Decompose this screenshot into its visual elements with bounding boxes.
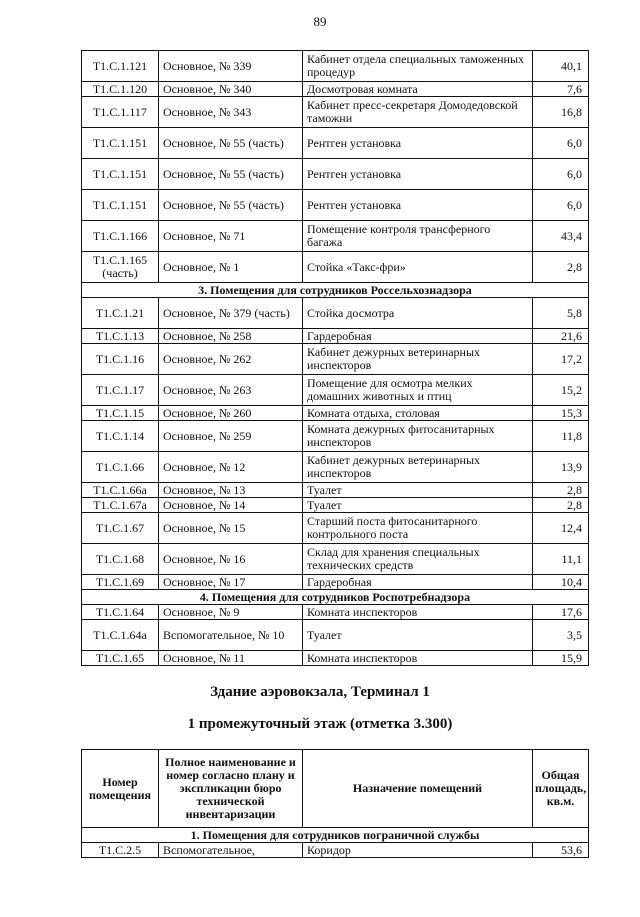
table-row bbox=[82, 344, 589, 375]
table-row bbox=[82, 843, 589, 858]
room-purpose-cell: Коридор bbox=[303, 843, 533, 858]
room-purpose-cell: Туалет bbox=[303, 483, 533, 498]
room-number-cell: Т1.С.1.67а bbox=[82, 498, 159, 513]
room-name-cell: Основное, № 263 bbox=[159, 375, 303, 406]
room-name-cell: Основное, № 339 bbox=[159, 51, 303, 82]
room-purpose-cell: Гардеробная bbox=[303, 575, 533, 590]
room-number-cell: Т1.С.1.117 bbox=[82, 97, 159, 128]
table-row bbox=[82, 97, 589, 128]
room-name-cell: Основное, № 258 bbox=[159, 329, 303, 344]
room-name-cell: Основное, № 1 bbox=[159, 252, 303, 283]
room-name-cell: Основное, № 17 bbox=[159, 575, 303, 590]
table-row bbox=[82, 452, 589, 483]
room-area-cell: 11,1 bbox=[533, 544, 589, 575]
room-number-cell: Т1.С.1.16 bbox=[82, 344, 159, 375]
premises-table-continued bbox=[81, 50, 589, 666]
room-area-cell: 17,2 bbox=[533, 344, 589, 375]
table-row bbox=[82, 190, 589, 221]
column-header-area: Общая площадь, кв.м. bbox=[533, 750, 589, 828]
table-row bbox=[82, 421, 589, 452]
room-area-cell: 13,9 bbox=[533, 452, 589, 483]
table-row bbox=[82, 513, 589, 544]
room-purpose-cell: Помещение для осмотра мелких домашних животных и птиц bbox=[303, 375, 533, 406]
room-number-cell: Т1.С.1.13 bbox=[82, 329, 159, 344]
table-row bbox=[82, 605, 589, 620]
room-area-cell: 43,4 bbox=[533, 221, 589, 252]
table-row bbox=[82, 620, 589, 651]
room-name-cell: Основное, № 379 (часть) bbox=[159, 298, 303, 329]
room-purpose-cell: Рентген установка bbox=[303, 159, 533, 190]
page-number: 89 bbox=[313, 14, 327, 29]
room-purpose-cell: Рентген установка bbox=[303, 128, 533, 159]
room-purpose-cell: Кабинет отдела специальных таможенных процедур bbox=[303, 51, 533, 82]
room-name-cell: Вспомогательное, № 10 bbox=[159, 620, 303, 651]
room-number-cell: Т1.С.1.166 bbox=[82, 221, 159, 252]
room-area-cell: 53,6 bbox=[533, 843, 589, 858]
room-name-cell: Вспомогательное, bbox=[159, 843, 303, 858]
room-area-cell: 6,0 bbox=[533, 128, 589, 159]
room-number-cell: Т1.С.1.64 bbox=[82, 605, 159, 620]
room-name-cell: Основное, № 11 bbox=[159, 651, 303, 666]
table-row bbox=[82, 544, 589, 575]
room-name-cell: Основное, № 55 (часть) bbox=[159, 128, 303, 159]
room-purpose-cell: Кабинет пресс-секретаря Домодедовской таможни bbox=[303, 97, 533, 128]
room-number-cell: Т1.С.1.65 bbox=[82, 651, 159, 666]
table-row bbox=[82, 329, 589, 344]
room-name-cell: Основное, № 343 bbox=[159, 97, 303, 128]
room-purpose-cell: Склад для хранения специальных технических средств bbox=[303, 544, 533, 575]
section-title: 3. Помещения для сотрудников Россельхознадзора bbox=[82, 283, 589, 298]
table-row bbox=[82, 575, 589, 590]
room-area-cell: 5,8 bbox=[533, 298, 589, 329]
building-heading: Здание аэровокзала, Терминал 1 bbox=[210, 684, 430, 700]
room-number-cell: Т1.С.1.66а bbox=[82, 483, 159, 498]
section-title: 4. Помещения для сотрудников Роспотребнадзора bbox=[82, 590, 589, 605]
room-area-cell: 17,6 bbox=[533, 605, 589, 620]
section-header-row bbox=[82, 828, 589, 843]
column-header-room-number: Номер помещения bbox=[82, 750, 159, 828]
section-title: 1. Помещения для сотрудников пограничной службы bbox=[82, 828, 589, 843]
room-purpose-cell: Гардеробная bbox=[303, 329, 533, 344]
room-purpose-cell: Туалет bbox=[303, 498, 533, 513]
room-purpose-cell: Кабинет дежурных ветеринарных инспекторов bbox=[303, 452, 533, 483]
column-header-full-name: Полное наименование и номер согласно плану и экспликации бюро технической инвентаризации bbox=[159, 750, 303, 828]
room-number-cell: Т1.С.2.5 bbox=[82, 843, 159, 858]
room-name-cell: Основное, № 12 bbox=[159, 452, 303, 483]
room-area-cell: 2,8 bbox=[533, 483, 589, 498]
room-area-cell: 16,8 bbox=[533, 97, 589, 128]
table-header-row bbox=[82, 750, 589, 828]
floor-heading: 1 промежуточный этаж (отметка 3.300) bbox=[187, 716, 453, 732]
room-purpose-cell: Комната отдыха, столовая bbox=[303, 406, 533, 421]
room-area-cell: 10,4 bbox=[533, 575, 589, 590]
room-name-cell: Основное, № 71 bbox=[159, 221, 303, 252]
room-number-cell: Т1.С.1.15 bbox=[82, 406, 159, 421]
room-number-cell: Т1.С.1.121 bbox=[82, 51, 159, 82]
table-row bbox=[82, 375, 589, 406]
column-header-purpose: Назначение помещений bbox=[303, 750, 533, 828]
room-number-cell: Т1.С.1.120 bbox=[82, 82, 159, 97]
room-purpose-cell: Кабинет дежурных ветеринарных инспекторов bbox=[303, 344, 533, 375]
table-row bbox=[82, 298, 589, 329]
table-row bbox=[82, 221, 589, 252]
room-number-cell: Т1.С.1.165 (часть) bbox=[82, 252, 159, 283]
room-number-cell: Т1.С.1.64а bbox=[82, 620, 159, 651]
room-name-cell: Основное, № 13 bbox=[159, 483, 303, 498]
room-name-cell: Основное, № 9 bbox=[159, 605, 303, 620]
room-area-cell: 3,5 bbox=[533, 620, 589, 651]
room-area-cell: 7,6 bbox=[533, 82, 589, 97]
room-number-cell: Т1.С.1.14 bbox=[82, 421, 159, 452]
room-area-cell: 6,0 bbox=[533, 190, 589, 221]
table-row bbox=[82, 82, 589, 97]
room-purpose-cell: Помещение контроля трансферного багажа bbox=[303, 221, 533, 252]
room-number-cell: Т1.С.1.69 bbox=[82, 575, 159, 590]
room-area-cell: 2,8 bbox=[533, 498, 589, 513]
room-number-cell: Т1.С.1.67 bbox=[82, 513, 159, 544]
room-purpose-cell: Досмотровая комната bbox=[303, 82, 533, 97]
room-area-cell: 15,2 bbox=[533, 375, 589, 406]
room-purpose-cell: Рентген установка bbox=[303, 190, 533, 221]
room-number-cell: Т1.С.1.151 bbox=[82, 159, 159, 190]
table-row bbox=[82, 498, 589, 513]
section-header-row bbox=[82, 590, 589, 605]
room-area-cell: 2,8 bbox=[533, 252, 589, 283]
room-area-cell: 12,4 bbox=[533, 513, 589, 544]
room-name-cell: Основное, № 260 bbox=[159, 406, 303, 421]
room-purpose-cell: Старший поста фитосанитарного контрольного поста bbox=[303, 513, 533, 544]
table-row bbox=[82, 483, 589, 498]
room-number-cell: Т1.С.1.151 bbox=[82, 190, 159, 221]
room-area-cell: 15,3 bbox=[533, 406, 589, 421]
room-area-cell: 11,8 bbox=[533, 421, 589, 452]
room-name-cell: Основное, № 259 bbox=[159, 421, 303, 452]
table-row bbox=[82, 51, 589, 82]
table-row bbox=[82, 406, 589, 421]
room-name-cell: Основное, № 55 (часть) bbox=[159, 159, 303, 190]
room-name-cell: Основное, № 14 bbox=[159, 498, 303, 513]
room-area-cell: 21,6 bbox=[533, 329, 589, 344]
room-name-cell: Основное, № 340 bbox=[159, 82, 303, 97]
room-name-cell: Основное, № 262 bbox=[159, 344, 303, 375]
room-number-cell: Т1.С.1.21 bbox=[82, 298, 159, 329]
room-area-cell: 15,9 bbox=[533, 651, 589, 666]
table-row bbox=[82, 159, 589, 190]
room-area-cell: 6,0 bbox=[533, 159, 589, 190]
room-purpose-cell: Стойка «Такс-фри» bbox=[303, 252, 533, 283]
table-row bbox=[82, 252, 589, 283]
room-number-cell: Т1.С.1.17 bbox=[82, 375, 159, 406]
room-area-cell: 40,1 bbox=[533, 51, 589, 82]
table-row bbox=[82, 128, 589, 159]
room-number-cell: Т1.С.1.151 bbox=[82, 128, 159, 159]
table-row bbox=[82, 651, 589, 666]
room-purpose-cell: Комната инспекторов bbox=[303, 651, 533, 666]
premises-table-new-floor bbox=[81, 749, 589, 858]
room-name-cell: Основное, № 55 (часть) bbox=[159, 190, 303, 221]
room-purpose-cell: Туалет bbox=[303, 620, 533, 651]
room-purpose-cell: Комната инспекторов bbox=[303, 605, 533, 620]
section-header-row bbox=[82, 283, 589, 298]
room-purpose-cell: Стойка досмотра bbox=[303, 298, 533, 329]
room-name-cell: Основное, № 16 bbox=[159, 544, 303, 575]
room-number-cell: Т1.С.1.68 bbox=[82, 544, 159, 575]
room-name-cell: Основное, № 15 bbox=[159, 513, 303, 544]
room-purpose-cell: Комната дежурных фитосанитарных инспекторов bbox=[303, 421, 533, 452]
room-number-cell: Т1.С.1.66 bbox=[82, 452, 159, 483]
